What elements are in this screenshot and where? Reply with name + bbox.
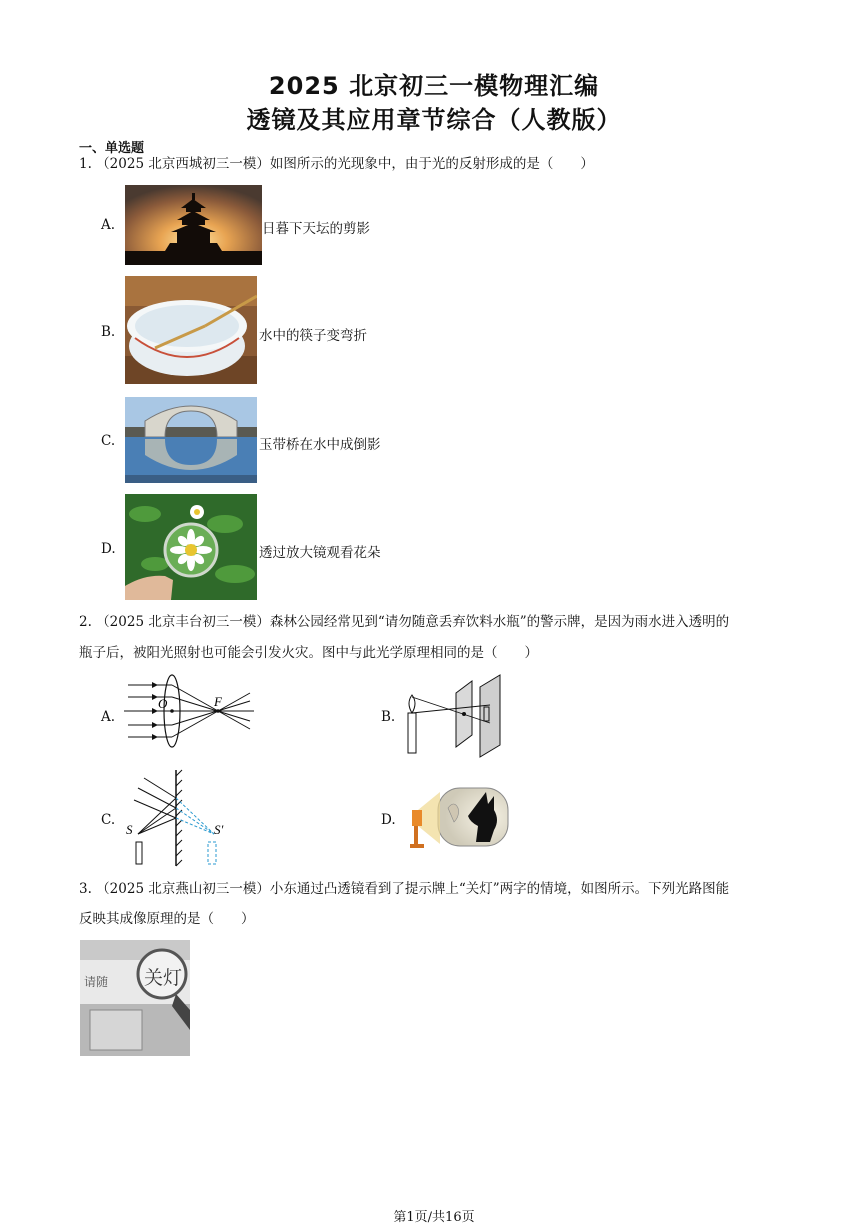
convex-lens-diagram: [124, 673, 256, 751]
page-number: 第1页/共16页: [393, 1210, 475, 1225]
q2-option-c-letter: C.: [101, 812, 116, 828]
question-3-stem-line2: 反映其成像原理的是（ ）: [79, 911, 255, 927]
sign-text-magnified: 关灯: [144, 967, 183, 989]
question-3-stem-line1: 3. （2025 北京燕山初三一模）小东通过凸透镜看到了提示牌上“关灯”两字的情境，如图所示。下列光路图能: [79, 881, 730, 897]
question-1-stem: 1. （2025 北京西城初三一模）如图所示的光现象中，由于光的反射形成的是（ ）: [79, 156, 594, 172]
q1-option-b-letter: B.: [101, 324, 116, 340]
lens-label-o: O: [158, 696, 168, 711]
chopstick-in-bowl-photo: [125, 276, 257, 384]
q1-option-d-caption: 透过放大镜观看花朵: [259, 545, 381, 561]
q2-option-b-letter: B.: [381, 709, 396, 725]
question-2-stem-line2: 瓶子后，被阳光照射也可能会引发火灾。图中与此光学原理相同的是（ ）: [79, 645, 538, 661]
question-2-stem-line1: 2. （2025 北京丰台初三一模）森林公园经常见到“请勿随意丢弃饮料水瓶”的警示牌，是因为雨水进入透明的: [79, 614, 730, 630]
hand-shadow-photo: [410, 786, 510, 850]
q1-option-a-caption: 日暮下天坛的剪影: [262, 221, 370, 237]
lens-label-f: F: [214, 694, 222, 709]
temple-silhouette-photo: [125, 185, 262, 265]
page-title: 2025 北京初三一模物理汇编: [268, 72, 600, 100]
plane-mirror-diagram: [124, 768, 232, 868]
q1-option-c-letter: C.: [101, 433, 116, 449]
q2-option-d-letter: D.: [381, 812, 396, 828]
section-heading: 一、单选题: [79, 141, 145, 156]
bridge-reflection-photo: [125, 397, 257, 483]
page-subtitle: 透镜及其应用章节综合（人教版）: [246, 106, 622, 134]
sign-text-small: 请随: [84, 975, 109, 989]
q1-option-b-caption: 水中的筷子变弯折: [259, 328, 367, 344]
magnifier-sign-photo: [80, 940, 190, 1056]
mirror-label-s-prime: S′: [214, 822, 224, 837]
magnifier-flower-photo: [125, 494, 257, 600]
q1-option-d-letter: D.: [101, 541, 116, 557]
mirror-label-s: S: [126, 822, 133, 837]
q1-option-a-letter: A.: [101, 217, 116, 233]
pinhole-imaging-diagram: [404, 673, 504, 759]
q1-option-c-caption: 玉带桥在水中成倒影: [259, 437, 381, 453]
q2-option-a-letter: A.: [101, 709, 116, 725]
